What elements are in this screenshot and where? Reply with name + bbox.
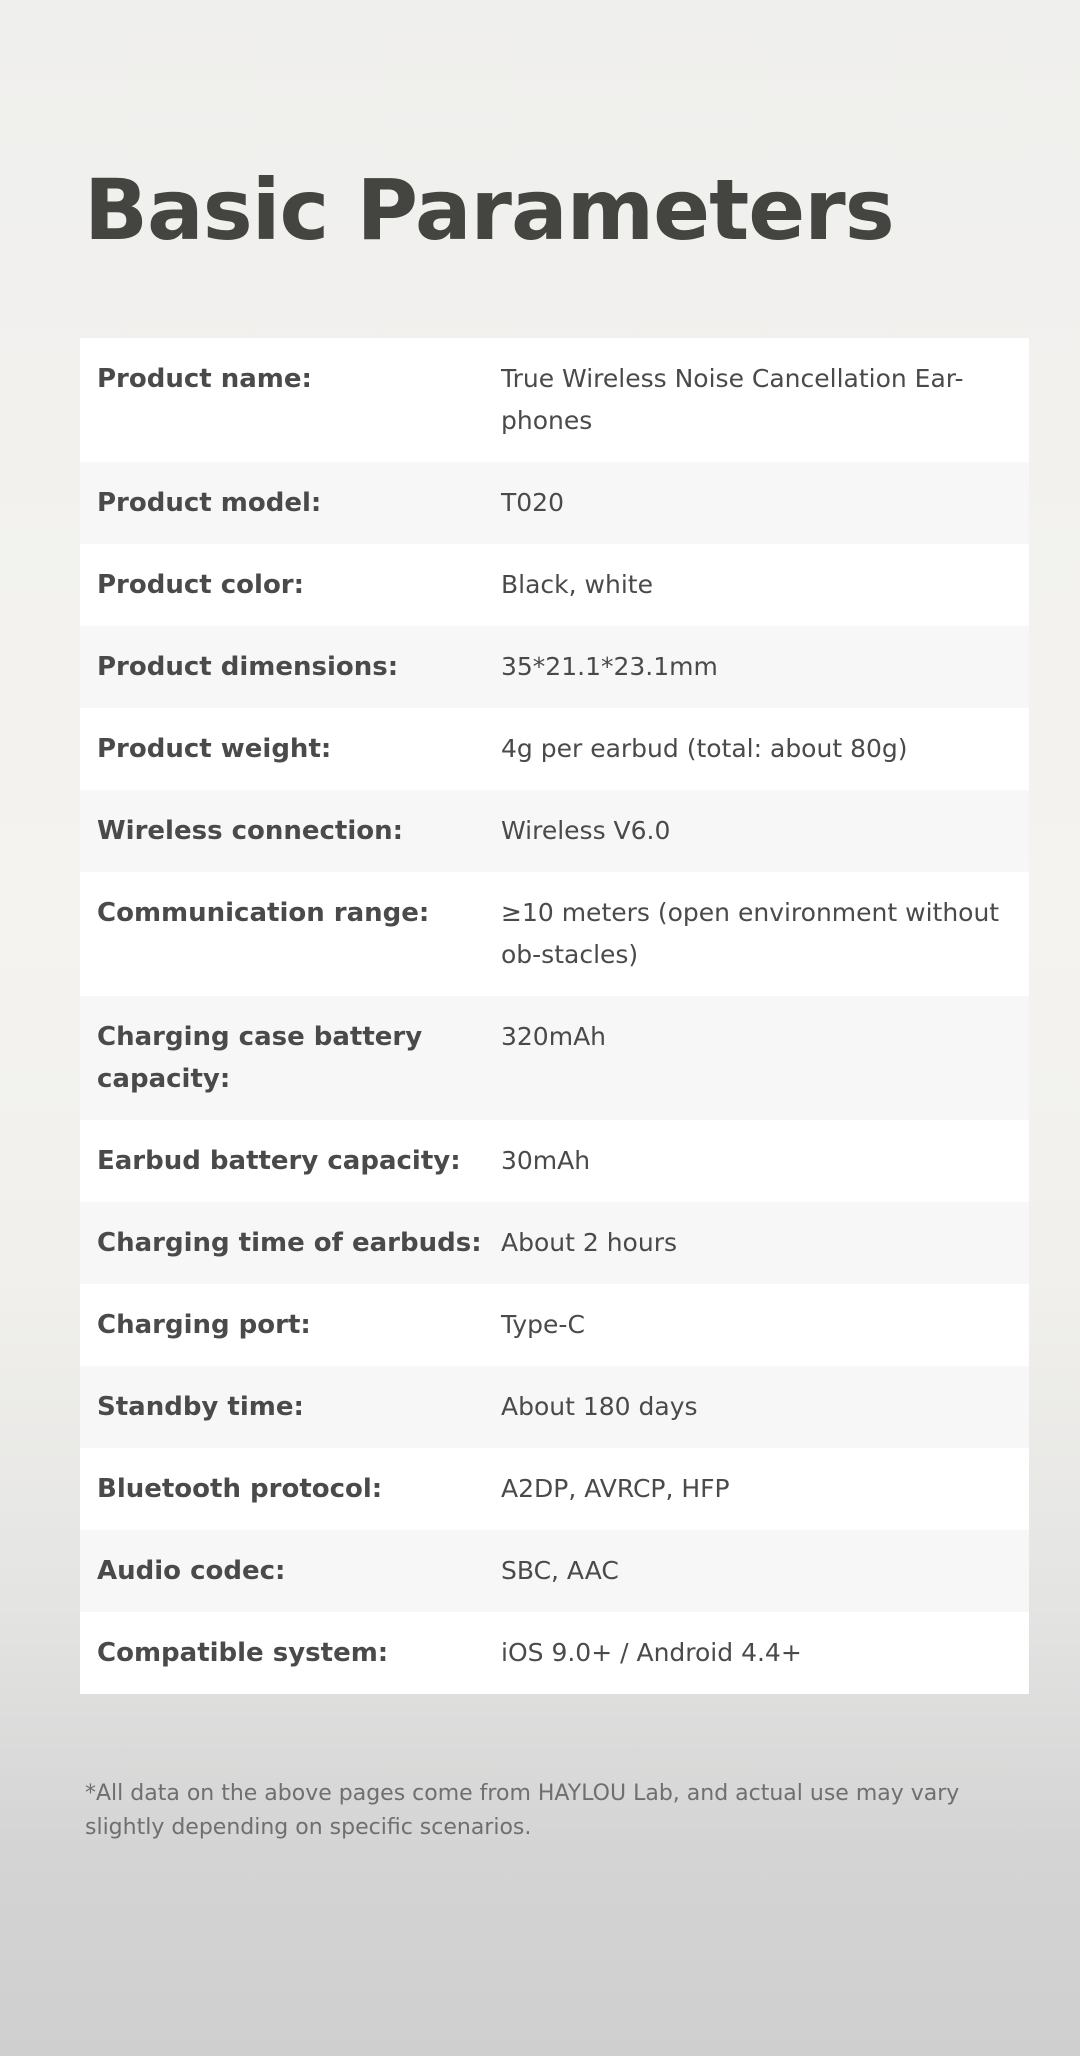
spec-label: Compatible system:	[97, 1638, 389, 1668]
spec-value: T020	[501, 488, 564, 517]
spec-label: Earbud battery capacity:	[97, 1146, 461, 1176]
spec-label: Charging case battery capacity:	[97, 1022, 423, 1094]
spec-label: Standby time:	[97, 1392, 304, 1422]
spec-row-earbud-battery-capacity	[80, 1120, 1029, 1202]
spec-value: ≥10 meters (open environment without ob-stacles)	[501, 898, 1000, 969]
spec-value: A2DP, AVRCP, HFP	[501, 1474, 730, 1503]
spec-label: Bluetooth protocol:	[97, 1474, 383, 1504]
spec-row-bluetooth-protocol	[80, 1448, 1029, 1530]
spec-value: Black, white	[501, 570, 653, 599]
spec-row-wireless-connection	[80, 790, 1029, 872]
spec-label: Product color:	[97, 570, 305, 600]
spec-value: iOS 9.0+ / Android 4.4+	[501, 1638, 802, 1667]
spec-value: 35*21.1*23.1mm	[501, 652, 718, 681]
spec-value: Wireless V6.0	[501, 816, 671, 845]
spec-value: 4g per earbud (total: about 80g)	[501, 734, 908, 763]
spec-row-product-dimensions	[80, 626, 1029, 708]
spec-row-audio-codec	[80, 1530, 1029, 1612]
spec-row-product-color	[80, 544, 1029, 626]
spec-row-product-name	[80, 338, 1029, 462]
spec-row-standby-time	[80, 1366, 1029, 1448]
spec-label: Charging port:	[97, 1310, 311, 1340]
spec-value: 30mAh	[501, 1146, 591, 1175]
spec-label: Product name:	[97, 364, 312, 394]
spec-row-case-battery-capacity	[80, 996, 1029, 1120]
spec-value: Type-C	[501, 1310, 585, 1339]
spec-label: Audio codec:	[97, 1556, 286, 1586]
spec-row-compatible-system	[80, 1612, 1029, 1694]
spec-label: Communication range:	[97, 898, 430, 928]
spec-row-charging-time	[80, 1202, 1029, 1284]
spec-row-charging-port	[80, 1284, 1029, 1366]
spec-label: Wireless connection:	[97, 816, 404, 846]
spec-value: About 180 days	[501, 1392, 698, 1421]
spec-table	[80, 338, 1029, 1694]
spec-label: Product dimensions:	[97, 652, 399, 682]
spec-value: About 2 hours	[501, 1228, 678, 1257]
spec-label: Charging time of earbuds:	[97, 1228, 482, 1258]
spec-row-product-model	[80, 462, 1029, 544]
page-title: Basic Parameters	[84, 161, 894, 259]
spec-value: True Wireless Noise Cancellation Ear-phones	[501, 364, 964, 435]
spec-value: 320mAh	[501, 1022, 607, 1051]
spec-row-communication-range	[80, 872, 1029, 996]
spec-label: Product model:	[97, 488, 322, 518]
footnote: *All data on the above pages come from HAYLOU Lab, and actual use may vary slightly depending on specific scenarios.	[85, 1781, 960, 1840]
spec-value: SBC, AAC	[501, 1556, 619, 1585]
spec-row-product-weight	[80, 708, 1029, 790]
spec-label: Product weight:	[97, 734, 332, 764]
